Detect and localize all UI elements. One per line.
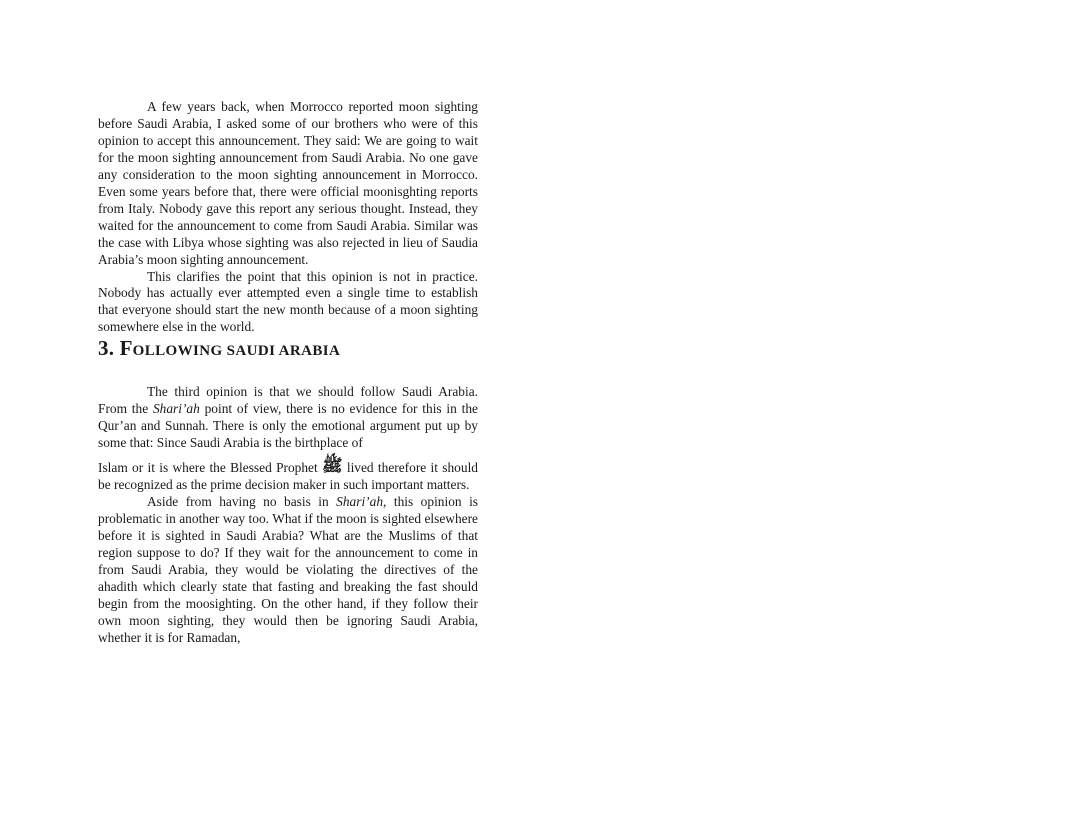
section-heading [98,336,478,363]
heading-initial: F [119,336,133,361]
section-number: 3. [98,336,115,361]
text-column [98,99,478,647]
italic-term: Shari’ah [152,401,200,417]
italic-term: Shari’ah [336,494,384,510]
paragraph: The third opinion is that we should follow Saudi Arabia. From the Shari’ah point of view, there is no evidence for this in the Qur’an and Sunnah. There is only the emotional argument put up by some that: Since Saudi Arabia is the birthplace of [98,384,478,451]
paragraph-continuation: Islam or it is where the Blessed Prophet ﷺ lived therefore it should be recognized as the prime decision maker in such important matters. [98,456,478,493]
salawat-symbol: ﷺ [322,456,343,477]
paragraph: This clarifies the point that this opinion is not in practice. Nobody has actually ever attempted even a single time to establish that everyone should start the new month because of a moon sighting somewhere else in the world. [98,268,478,335]
heading-text: OLLOWING SAUDI ARABIA [132,343,341,360]
paragraph: Aside from having no basis in Shari’ah, this opinion is problematic in another way too. What if the moon is sighted elsewhere before it is sighted in Saudi Arabia? What are the Muslims of that region suppose to do? If they wait for the announcement to come in from Saudi Arabia, they would be violating the directives of the ahadith which clearly state that fasting and breaking the fast should begin from the moosighting. On the other hand, if they follow their own moon sighting, they would then be ignoring Saudi Arabia, whether it is for Ramadan, [98,494,478,645]
paragraph: A few years back, when Morrocco reported moon sighting before Saudi Arabia, I asked some of our brothers who were of this opinion to accept this announcement. They said: We are going to wait for the moon sighting announcement from Saudi Arabia. No one gave any consideration to the moon sighting announcement in Morrocco. Even some years before that, there were official moonisghting reports from Italy. Nobody gave this report any serious thought. Instead, they waited for the announcement to come from Saudi Arabia. Similar was the case with Libya whose sighting was also rejected in lieu of Saudia Arabia’s moon sighting announcement. [98,99,478,267]
